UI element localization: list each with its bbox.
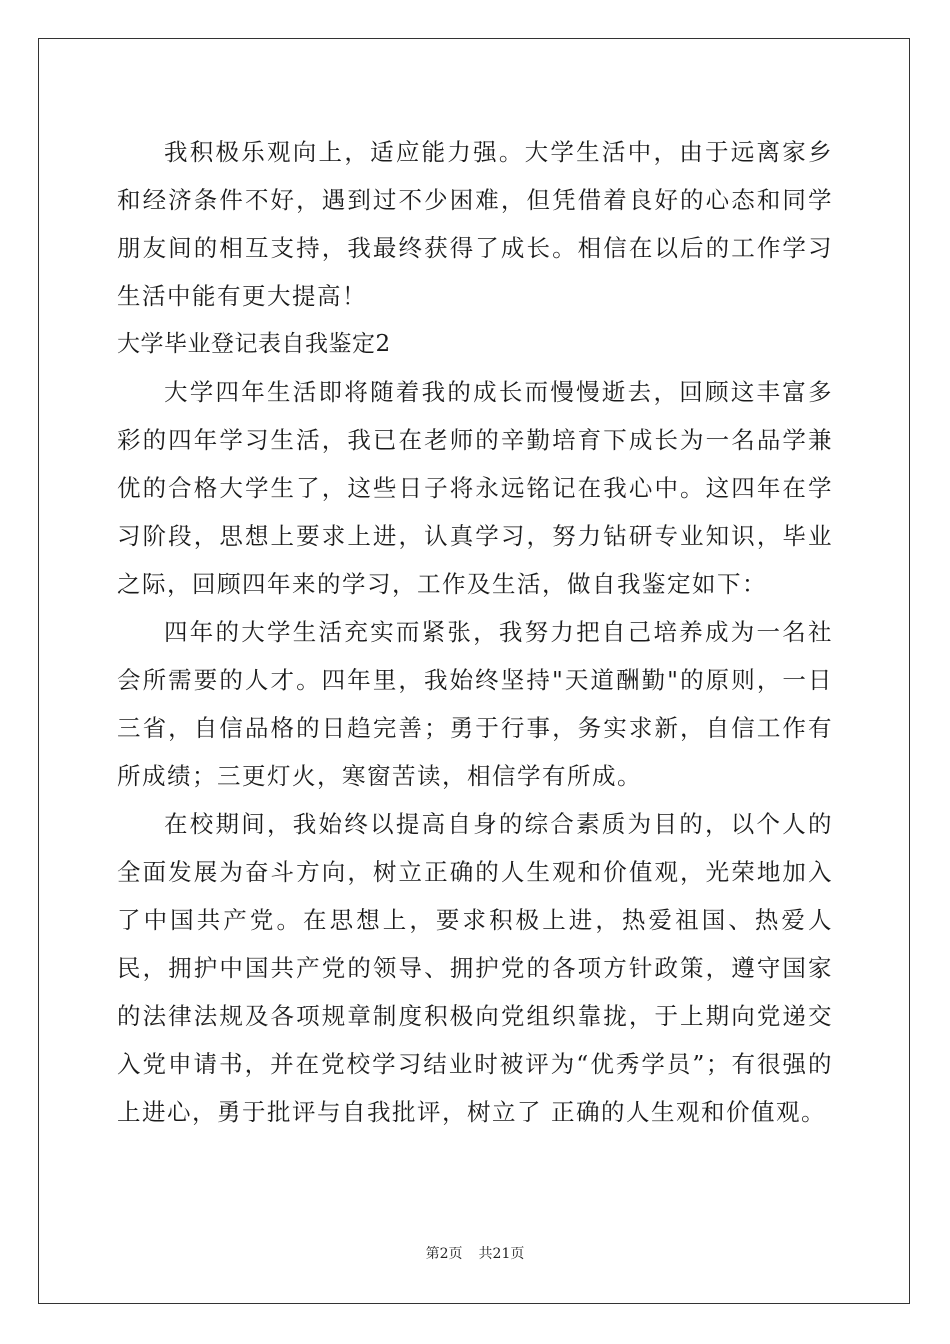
paragraph-college-life: 四年的大学生活充实而紧张，我努力把自己培养成为一名社会所需要的人才。四年里，我始终坚持"天道酬勤"的原则，一日三省，自信品格的日趋完善；勇于行事，务实求新，自信工作有所成绩；三更灯火，寒窗苦读，相信学有所成。: [117, 618, 833, 790]
page-footer: [0, 1244, 950, 1264]
page-total: 共21页: [478, 1246, 525, 1262]
page-number: 第2页: [425, 1246, 463, 1262]
paragraph-overview: 大学四年生活即将随着我的成长而慢慢逝去，回顾这丰富多彩的四年学习生活，我已在老师的辛勤培育下成长为一名品学兼优的合格大学生了，这些日子将永远铭记在我心中。这四年在学习阶段，思想上要求上进，认真学习，努力钻研专业知识，毕业之际，回顾四年来的学习，工作及生活，做自我鉴定如下：: [117, 378, 833, 598]
paragraph-intro: 我积极乐观向上，适应能力强。大学生活中，由于远离家乡和经济条件不好，遇到过不少困难，但凭借着良好的心态和同学朋友间的相互支持，我最终获得了成长。相信在以后的工作学习生活中能有更大提高！: [117, 138, 833, 310]
document-body: [117, 128, 833, 1136]
paragraph-political: 在校期间，我始终以提高自身的综合素质为目的，以个人的全面发展为奋斗方向，树立正确的人生观和价值观，光荣地加入了中国共产党。在思想上，要求积极上进，热爱祖国、热爱人民，拥护中国共产党的领导、拥护党的各项方针政策，遵守国家的法律法规及各项规章制度积极向党组织靠拢，于上期向党递交入党申请书，并在党校学习结业时被评为“优秀学员”；有很强的上进心，勇于批评与自我批评，树立了 正确的人生观和价值观。: [117, 810, 833, 1126]
section-heading: 大学毕业登记表自我鉴定2: [117, 331, 391, 357]
